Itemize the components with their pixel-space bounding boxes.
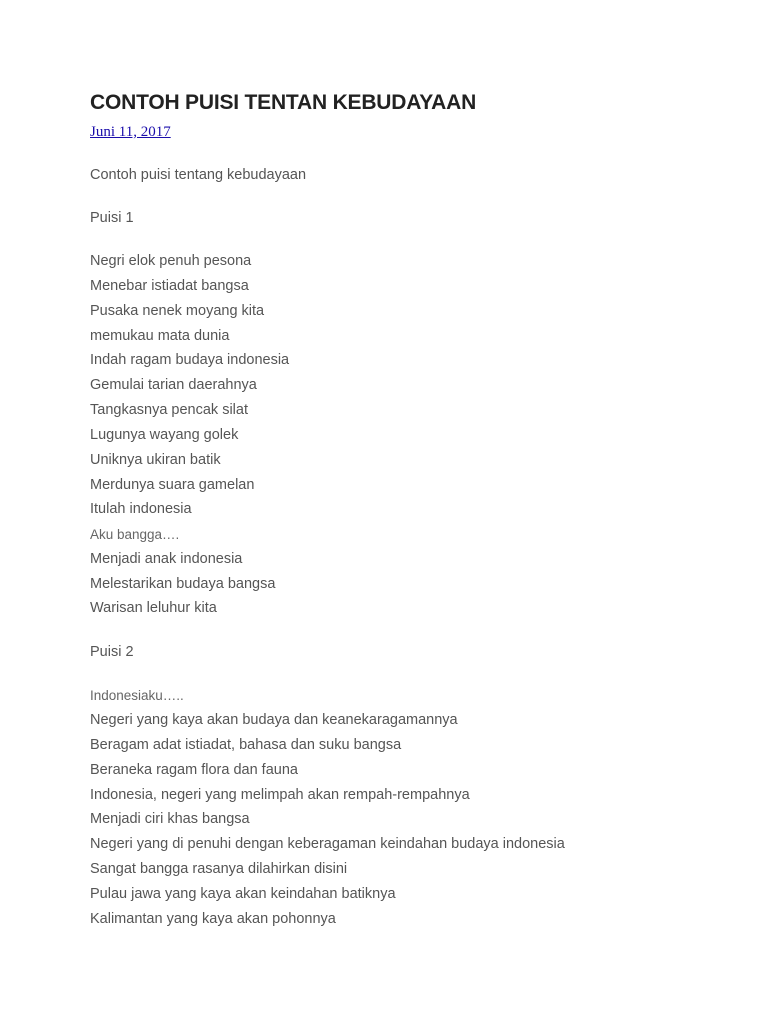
poem-1-line: Pusaka nenek moyang kita <box>90 303 265 319</box>
poem-2-line: Negeri yang di penuhi dengan keberagaman keindahan budaya indonesia <box>90 836 565 852</box>
poem-1-line: Menebar istiadat bangsa <box>90 278 249 294</box>
poem-1-line: Melestarikan budaya bangsa <box>90 576 276 592</box>
poem-2-line: Indonesiaku….. <box>90 688 184 703</box>
post-date-link[interactable]: Juni 11, 2017 <box>90 124 171 140</box>
poem-1-line: Tangkasnya pencak silat <box>90 402 248 418</box>
poem-2-heading: Puisi 2 <box>90 644 134 660</box>
poem-1-line: Indah ragam budaya indonesia <box>90 352 290 368</box>
post-title: CONTOH PUISI TENTAN KEBUDAYAAN <box>90 91 477 114</box>
poem-1-line: Lugunya wayang golek <box>90 427 239 443</box>
poem-1-line: Menjadi anak indonesia <box>90 551 243 567</box>
poem-1-line: Aku bangga…. <box>90 527 180 542</box>
intro-text: Contoh puisi tentang kebudayaan <box>90 167 307 183</box>
poem-2-line: Indonesia, negeri yang melimpah akan rempah-rempahnya <box>90 787 470 803</box>
poem-2-line: Beragam adat istiadat, bahasa dan suku bangsa <box>90 737 402 753</box>
poem-2-line: Negeri yang kaya akan budaya dan keanekaragamannya <box>90 712 458 728</box>
poem-2-line: Kalimantan yang kaya akan pohonnya <box>90 911 336 927</box>
poem-1-line: Itulah indonesia <box>90 501 192 517</box>
poem-1-line: Uniknya ukiran batik <box>90 452 221 468</box>
poem-1-line: Gemulai tarian daerahnya <box>90 377 257 393</box>
poem-2-line: Pulau jawa yang kaya akan keindahan batiknya <box>90 886 396 902</box>
poem-1-line: Merdunya suara gamelan <box>90 477 255 493</box>
poem-1-line: memukau mata dunia <box>90 328 230 344</box>
poem-1-line: Warisan leluhur kita <box>90 600 217 616</box>
poem-2-line: Sangat bangga rasanya dilahirkan disini <box>90 861 348 877</box>
poem-1-line: Negri elok penuh pesona <box>90 253 252 269</box>
poem-2-line: Menjadi ciri khas bangsa <box>90 811 250 827</box>
poem-2-line: Beraneka ragam flora dan fauna <box>90 762 298 778</box>
poem-1-heading: Puisi 1 <box>90 210 134 226</box>
